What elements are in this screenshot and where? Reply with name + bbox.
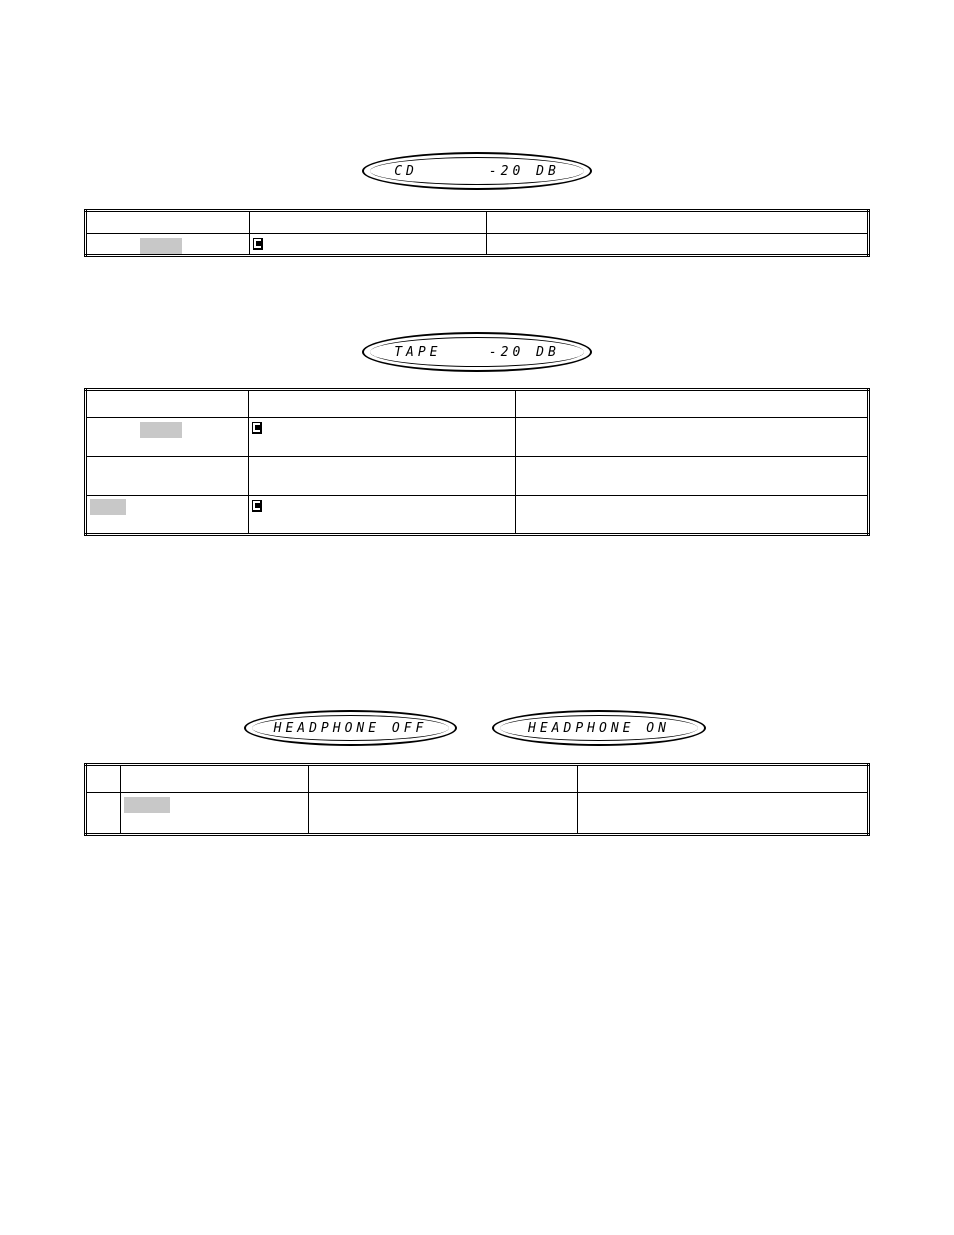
table-row (86, 457, 869, 496)
lcd-text-tape: TAPE -20 DB (394, 344, 560, 360)
highlight-mark (124, 797, 170, 813)
table-cell (487, 234, 869, 256)
table-header-cell (578, 765, 869, 793)
table-cell (249, 418, 516, 457)
table-row (86, 234, 869, 256)
table-cell (86, 496, 249, 535)
table-cell (250, 234, 487, 256)
checked-box-icon (252, 422, 262, 434)
highlight-mark (140, 422, 182, 438)
lcd-text-cd: CD -20 DB (394, 163, 560, 179)
highlight-mark (140, 238, 182, 254)
table-tape (84, 388, 870, 536)
lcd-display-cd (362, 152, 592, 190)
table-row (86, 765, 869, 793)
table-row (86, 418, 869, 457)
table-header-cell (86, 211, 250, 234)
table-header-cell (250, 211, 487, 234)
table-headphone (84, 763, 870, 836)
table-row (86, 390, 869, 418)
table-cell (121, 793, 309, 835)
table-cell (516, 418, 869, 457)
table-cell (578, 793, 869, 835)
table-header-cell (86, 390, 249, 418)
table-header-cell (121, 765, 309, 793)
table-cell (309, 793, 578, 835)
table-cd (84, 209, 870, 257)
table-cell (86, 234, 250, 256)
table-cell (86, 457, 249, 496)
table-cell (86, 418, 249, 457)
table-cell (249, 496, 516, 535)
table-cell (86, 793, 121, 835)
highlight-mark (90, 499, 126, 515)
table-row (86, 793, 869, 835)
table-cell (249, 457, 516, 496)
table-header-cell (309, 765, 578, 793)
lcd-text-headphone-off: HEADPHONE OFF (273, 720, 428, 736)
checked-box-icon (252, 500, 262, 512)
table-cell (516, 496, 869, 535)
table-cell (516, 457, 869, 496)
table-header-cell (516, 390, 869, 418)
table-header-cell (86, 765, 121, 793)
lcd-display-headphone-off (244, 710, 457, 746)
checked-box-icon (253, 238, 263, 250)
table-row (86, 211, 869, 234)
table-header-cell (487, 211, 869, 234)
table-header-cell (249, 390, 516, 418)
table-row (86, 496, 869, 535)
lcd-display-tape (362, 332, 592, 372)
lcd-text-headphone-on: HEADPHONE ON (528, 720, 670, 736)
lcd-display-headphone-on (492, 710, 706, 746)
